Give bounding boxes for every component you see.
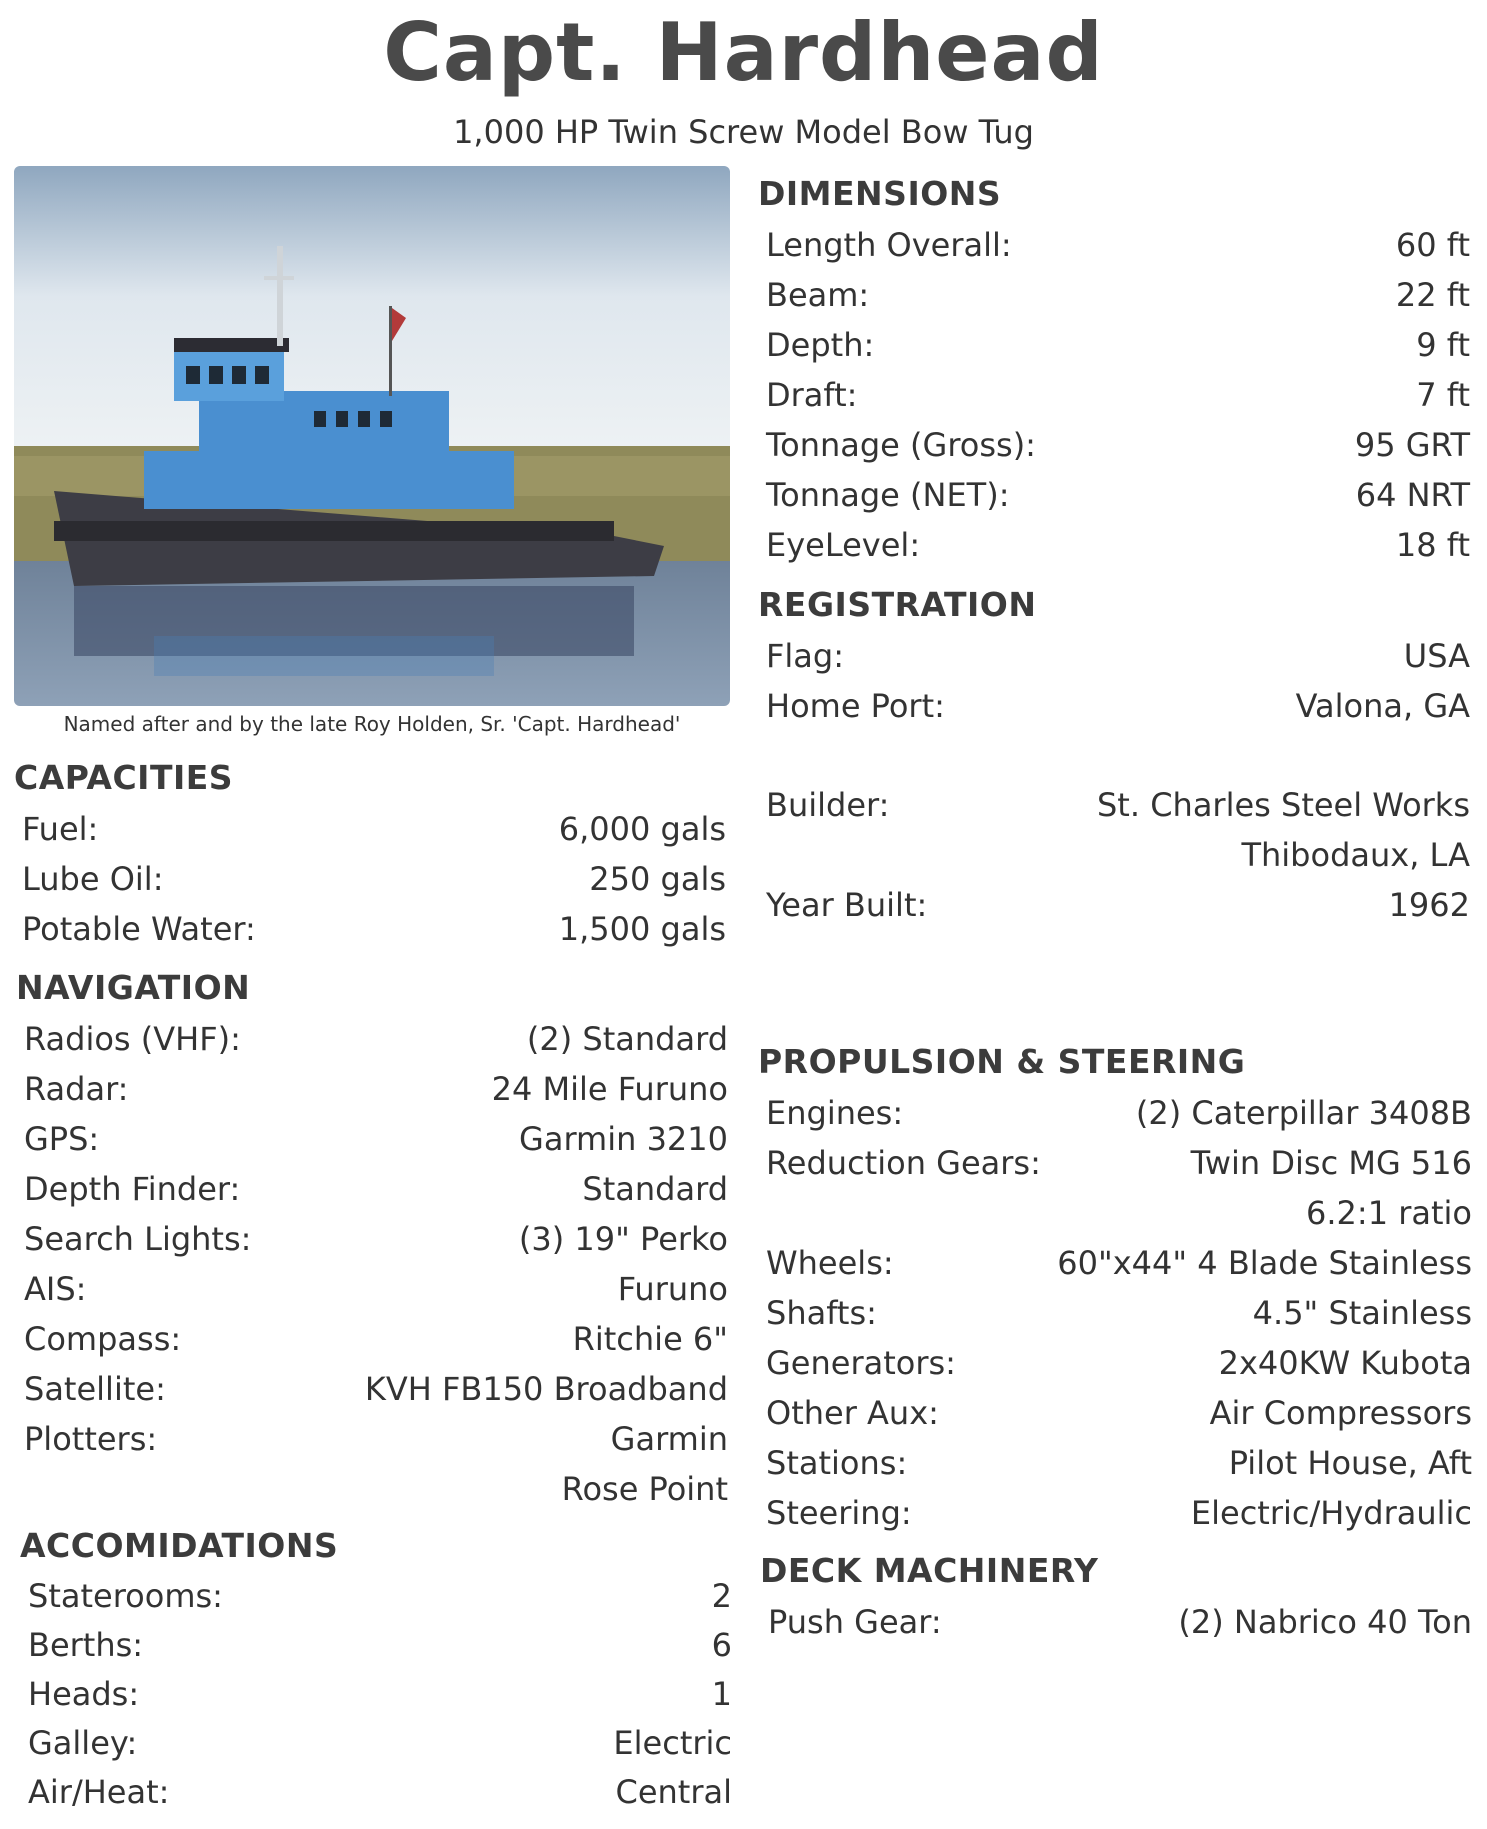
spec-value [365,1364,728,1414]
dimensions-row [758,370,1470,420]
spec-value-line: 22 ft [1395,276,1470,314]
spec-label: Air/Heat: [28,1773,170,1811]
spec-label: EyeLevel: [766,526,921,564]
navigation-row [16,1214,728,1264]
dimensions-row [758,270,1470,320]
registration-row [758,631,1470,681]
dimensions-row [758,220,1470,270]
propulsion-row [758,1338,1472,1388]
spec-value-line: Pilot House, Aft [1228,1444,1472,1482]
spec-label: Depth Finder: [24,1170,241,1208]
spec-label: Beam: [766,276,870,314]
page-title: Capt. Hardhead [383,6,1104,99]
spec-value [573,1314,728,1364]
navigation-row [16,1114,728,1164]
spec-value-line: KVH FB150 Broadband [364,1370,728,1408]
navigation-row [16,1414,728,1514]
spec-value-line-2: Rose Point [561,1470,728,1508]
spec-value [492,1064,728,1114]
tugboat-photo [14,166,730,706]
accommodations-section [20,1520,732,1817]
navigation-row [16,1164,728,1214]
spec-label: Potable Water: [22,910,256,948]
spec-value [1057,1238,1472,1288]
spec-value-line: Electric/Hydraulic [1190,1494,1472,1532]
spec-value-line: (2) Standard [526,1020,728,1058]
spec-value-line: 1 [711,1675,732,1713]
spec-label: Home Port: [766,687,945,725]
propulsion-heading: PROPULSION & STEERING [758,1042,1246,1081]
spec-value-line: 6 [711,1626,732,1664]
spec-value [1416,320,1470,370]
spec-value-line: Ritchie 6" [572,1320,728,1358]
capacities-row [14,804,726,854]
spec-label: Year Built: [766,886,928,924]
spec-value-line: (3) 19" Perko [518,1220,728,1258]
spec-value [1210,1388,1472,1438]
spec-label: Wheels: [766,1244,894,1282]
spec-label: Shafts: [766,1294,877,1332]
spec-label: GPS: [24,1120,100,1158]
spec-label: Generators: [766,1344,956,1382]
dimensions-row [758,470,1470,520]
dimensions-section [758,168,1470,570]
propulsion-row [758,1138,1472,1238]
spec-value [1389,880,1470,930]
spec-value-line: 2x40KW Kubota [1218,1344,1472,1382]
spec-label: AIS: [24,1270,87,1308]
spec-label: Staterooms: [28,1577,223,1615]
spec-value-line: 4.5" Stainless [1252,1294,1472,1332]
spec-label: Galley: [28,1724,138,1762]
spec-value-line: 6,000 gals [558,810,726,848]
dimensions-row [758,420,1470,470]
capacities-heading: CAPACITIES [14,758,234,797]
spec-value [712,1621,732,1670]
spec-value-line: (2) Nabrico 40 Ton [1178,1603,1472,1641]
spec-value [1253,1288,1472,1338]
spec-label: Radar: [24,1070,129,1108]
propulsion-row [758,1288,1472,1338]
spec-value [1178,1597,1472,1647]
capacities-row [14,904,726,954]
propulsion-section [758,1036,1472,1538]
spec-label: Satellite: [24,1370,166,1408]
spec-value-line: 7 ft [1416,376,1470,414]
spec-value [1229,1438,1472,1488]
spec-value-line: 64 NRT [1355,476,1470,514]
registration-row [758,681,1470,731]
spec-value [1356,470,1470,520]
spec-value [615,1768,732,1817]
spec-label: Other Aux: [766,1394,939,1432]
spec-value-line: Valona, GA [1295,687,1470,725]
registration-section [758,579,1470,731]
spec-value [1416,370,1470,420]
spec-value-line: St. Charles Steel Works [1096,786,1470,824]
spec-label: Compass: [24,1320,182,1358]
spec-value [559,904,726,954]
spec-value-line: USA [1403,637,1470,675]
navigation-section [16,962,728,1514]
propulsion-row [758,1238,1472,1288]
spec-label: Berths: [28,1626,144,1664]
spec-value [1396,270,1470,320]
spec-value-line: 18 ft [1395,526,1470,564]
spec-value-line: (2) Caterpillar 3408B [1135,1094,1472,1132]
spec-value [1355,420,1470,470]
accommodations-row [20,1572,732,1621]
spec-value-line: Central [615,1773,732,1811]
spec-label: Lube Oil: [22,860,164,898]
spec-label: Radios (VHF): [24,1020,241,1058]
spec-value [1396,520,1470,570]
propulsion-row [758,1388,1472,1438]
spec-value-line: 24 Mile Furuno [491,1070,728,1108]
spec-label: Heads: [28,1675,140,1713]
spec-value-line: 250 gals [589,860,726,898]
spec-label: Tonnage (Gross): [766,426,1036,464]
spec-label: Builder: [766,786,890,824]
propulsion-row [758,1438,1472,1488]
spec-label: Draft: [766,376,858,414]
build-row [758,880,1470,930]
spec-value [582,1164,728,1214]
propulsion-row [758,1088,1472,1138]
spec-value-line: 1,500 gals [558,910,726,948]
spec-value-line-2: 6.2:1 ratio [1306,1194,1472,1232]
spec-value-line: 60 ft [1395,226,1470,264]
spec-value [1097,780,1470,880]
navigation-row [16,1014,728,1064]
spec-label: Tonnage (NET): [766,476,1010,514]
spec-value-line: Standard [582,1170,728,1208]
spec-value-line-2: Thibodaux, LA [1241,836,1470,874]
spec-value [1191,1488,1472,1538]
accommodations-heading: ACCOMIDATIONS [20,1526,339,1565]
dimensions-heading: DIMENSIONS [758,174,1002,213]
spec-value-line: 1962 [1388,886,1470,924]
spec-value [519,1114,728,1164]
deck-machinery-section [760,1545,1472,1647]
spec-value-line: Air Compressors [1209,1394,1472,1432]
spec-value-line: Garmin [610,1420,728,1458]
spec-label: Steering: [766,1494,912,1532]
accommodations-row [20,1719,732,1768]
spec-value [1136,1088,1472,1138]
capacities-section [14,752,726,954]
navigation-row [16,1064,728,1114]
spec-label: Engines: [766,1094,904,1132]
accommodations-row [20,1670,732,1719]
spec-value-line: Electric [613,1724,732,1762]
spec-value [562,1414,728,1514]
navigation-heading: NAVIGATION [16,968,251,1007]
spec-label: Search Lights: [24,1220,252,1258]
spec-value [618,1264,728,1314]
registration-heading: REGISTRATION [758,585,1037,624]
spec-value [613,1719,732,1768]
spec-label: Fuel: [22,810,99,848]
spec-value-line: 95 GRT [1354,426,1470,464]
spec-value-line: Furuno [617,1270,728,1308]
spec-value-line: 60"x44" 4 Blade Stainless [1057,1244,1472,1282]
spec-value [589,854,726,904]
spec-value [1396,220,1470,270]
spec-label: Flag: [766,637,844,675]
spec-value [712,1670,732,1719]
spec-label: Push Gear: [768,1603,942,1641]
spec-value [1296,681,1470,731]
build-row [758,780,1470,880]
spec-label: Depth: [766,326,875,364]
spec-value [1191,1138,1472,1238]
spec-value-line: 2 [711,1577,732,1615]
spec-value-line: 9 ft [1416,326,1470,364]
spec-value [1219,1338,1472,1388]
navigation-row [16,1364,728,1414]
dimensions-row [758,520,1470,570]
spec-label: Plotters: [24,1420,158,1458]
page-subtitle: 1,000 HP Twin Screw Model Bow Tug [453,113,1034,151]
navigation-row [16,1264,728,1314]
build-section [758,780,1470,930]
spec-label: Length Overall: [766,226,1012,264]
spec-value [559,804,726,854]
spec-value [1404,631,1470,681]
dimensions-row [758,320,1470,370]
spec-value [712,1572,732,1621]
photo-caption: Named after and by the late Roy Holden, Sr. 'Capt. Hardhead' [63,712,681,736]
accommodations-row [20,1621,732,1670]
spec-label: Stations: [766,1444,908,1482]
spec-value [519,1214,728,1264]
navigation-row [16,1314,728,1364]
spec-label: Reduction Gears: [766,1144,1041,1182]
deck-heading: DECK MACHINERY [760,1551,1099,1590]
spec-value-line: Twin Disc MG 516 [1190,1144,1472,1182]
capacities-row [14,854,726,904]
spec-value [527,1014,728,1064]
propulsion-row [758,1488,1472,1538]
deck-row [760,1597,1472,1647]
spec-value-line: Garmin 3210 [519,1120,728,1158]
accommodations-row [20,1768,732,1817]
